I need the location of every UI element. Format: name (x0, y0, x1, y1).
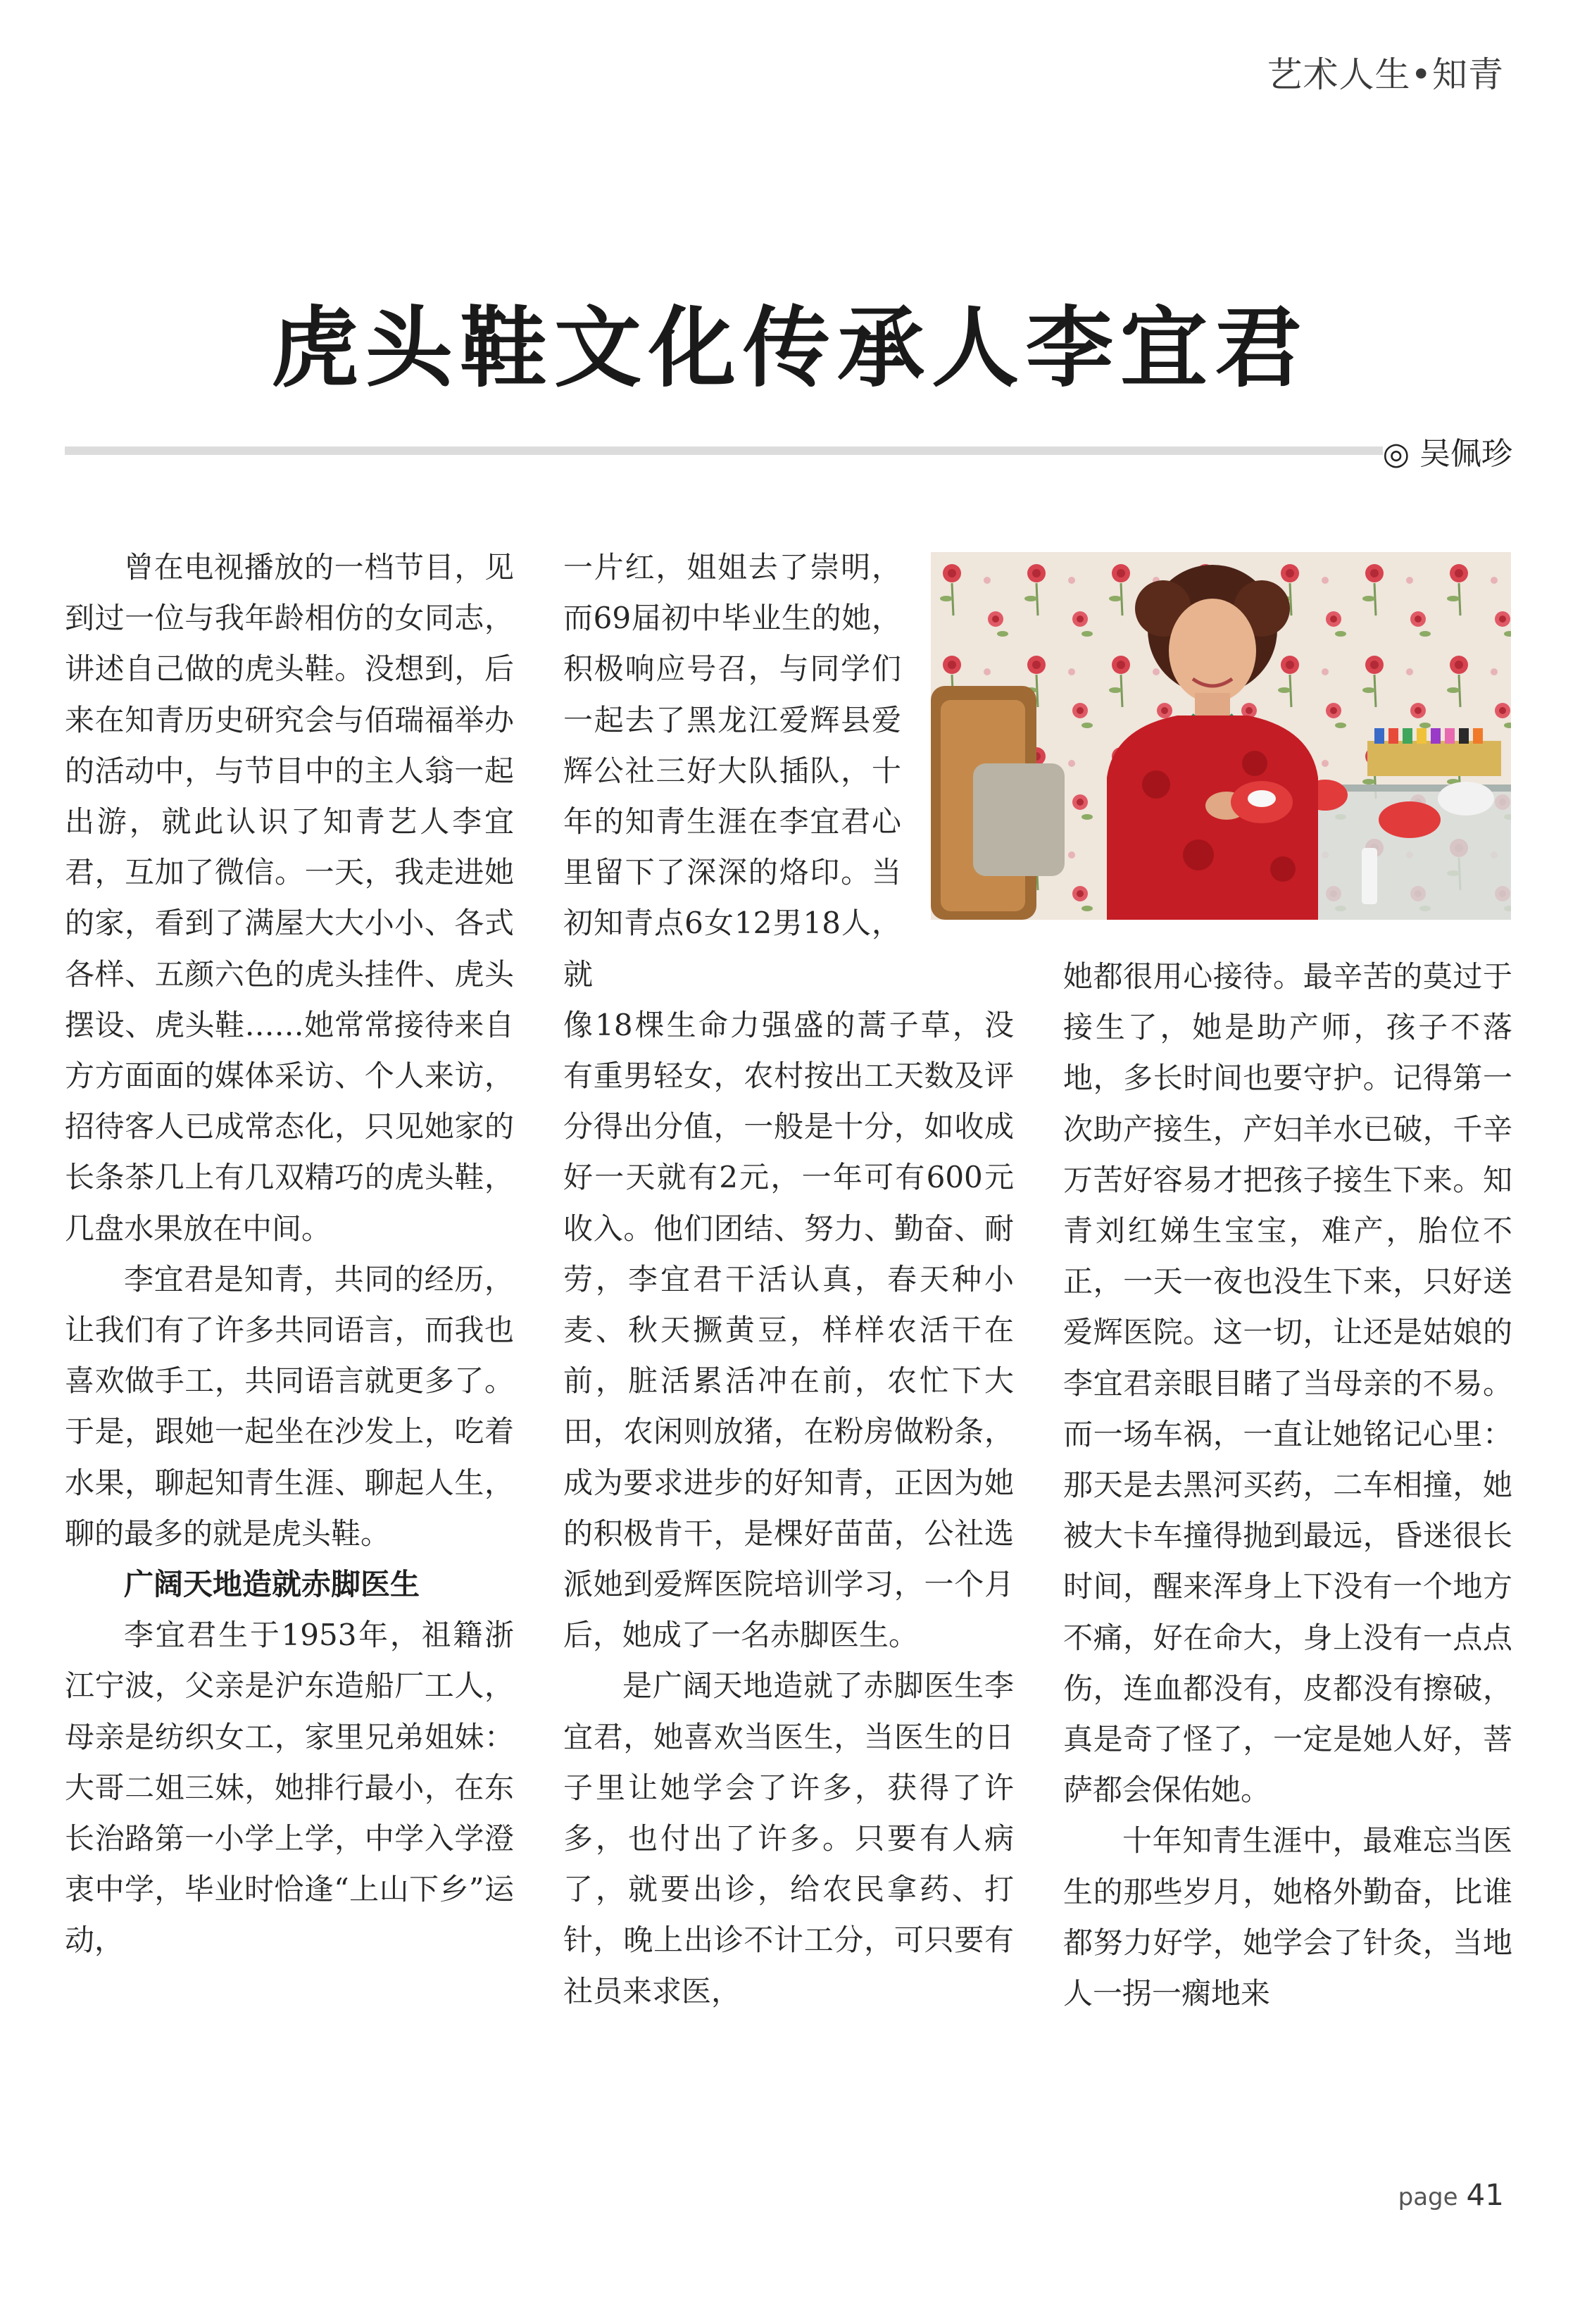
section-subheading: 广阔天地造就赤脚医生 (124, 1567, 420, 1602)
paragraph: 是广阔天地造就了赤脚医生李宜君，她喜欢当医生，当医生的日子里让她学会了许多，获得了许多，也付出了许多。只要有人病了，就要出诊，给农民拿药、打针，晚上出诊不计工分，可只要有社员来求医， (563, 1668, 1014, 2008)
paragraph: 一片红，姐姐去了崇明，而69届初中毕业生的她，积极响应号召，与同学们一起去了黑龙江爱辉县爱辉公社三好大队插队，十年的知青生涯在李宜君心里留下了深深的烙印。当初知青点6女12男18人，就 (563, 550, 901, 992)
article-column-3 (1063, 951, 1512, 2019)
paragraph: 曾在电视播放的一档节目，见到过一位与我年龄相仿的女同志，讲述自己做的虎头鞋。没想到，后来在知青历史研究会与佰瑞福举办的活动中，与节目中的主人翁一起出游，就此认识了知青艺人李宜君，互加了微信。一天，我走进她的家，看到了满屋大大小小、各式各样、五颜六色的虎头挂件、虎头摆设、虎头鞋……她常常接待来自方方面面的媒体采访、个人来访，招待客人已成常态化，只见她家的长条茶几上有几双精巧的虎头鞋，几盘水果放在中间。 (65, 550, 514, 1246)
page-number (1398, 2178, 1504, 2212)
author-byline: ◎ 吴佩珍 (1382, 436, 1512, 472)
portrait-photo (931, 552, 1511, 920)
paragraph-continued: 像18棵生命力强盛的蒿子草，没有重男轻女，农村按出工天数及评分得出分值，一般是十分，如收成好一天就有2元，一年可有600元收入。他们团结、努力、勤奋、耐劳，李宜君干活认真，春天种小麦、秋天撅黄豆，样样农活干在前，脏活累活冲在前，农忙下大田，农闲则放猪，在粉房做粉条，成为要求进步的好知青，正因为她的积极肯干，是棵好苗苗，公社选派她到爱辉医院培训学习，一个月后，她成了一名赤脚医生。 (563, 1007, 1014, 1653)
article-column-1 (65, 542, 514, 1966)
article-title: 虎头鞋文化传承人李宜君 (270, 298, 1309, 399)
paragraph: 十年知青生涯中，最难忘当医生的那些岁月，她格外勤奋，比谁都努力好学，她学会了针灸，当地人一拐一瘸地来 (1063, 1823, 1512, 2011)
page-label: page (1398, 2183, 1458, 2211)
paragraph-continued: 她都很用心接待。最辛苦的莫过于接生了，她是助产师，孩子不落地，多长时间也要守护。记得第一次助产接生，产妇羊水已破，千辛万苦好容易才把孩子接生下来。知青刘红娣生宝宝，难产，胎位不正，一天一夜也没生下来，只好送爱辉医院。这一切，让还是姑娘的李宜君亲眼目睹了当母亲的不易。而一场车祸，一直让她铭记心里：那天是去黑河买药，二车相撞，她被大卡车撞得抛到最远，昏迷很长时间，醒来浑身上下没有一个地方不痛，好在命大，身上没有一点点伤，连血都没有，皮都没有擦破，真是奇了怪了，一定是她人好，菩萨都会保佑她。 (1063, 959, 1512, 1808)
paragraph: 李宜君生于1953年，祖籍浙江宁波，父亲是沪东造船厂工人，母亲是纺织女工，家里兄弟姐妹：大哥二姐三妹，她排行最小，在东长治路第一小学上学，中学入学澄衷中学，毕业时恰逢“上山下乡”运动， (65, 1618, 514, 1958)
section-label: 艺术人生•知青 (1267, 54, 1504, 95)
title-divider (65, 446, 1383, 455)
paragraph: 李宜君是知青，共同的经历，让我们有了许多共同语言，而我也喜欢做手工，共同语言就更多了。于是，跟她一起坐在沙发上，吃着水果，聊起知青生涯、聊起人生，聊的最多的就是虎头鞋。 (65, 1261, 514, 1551)
page-number-value: 41 (1466, 2178, 1504, 2212)
